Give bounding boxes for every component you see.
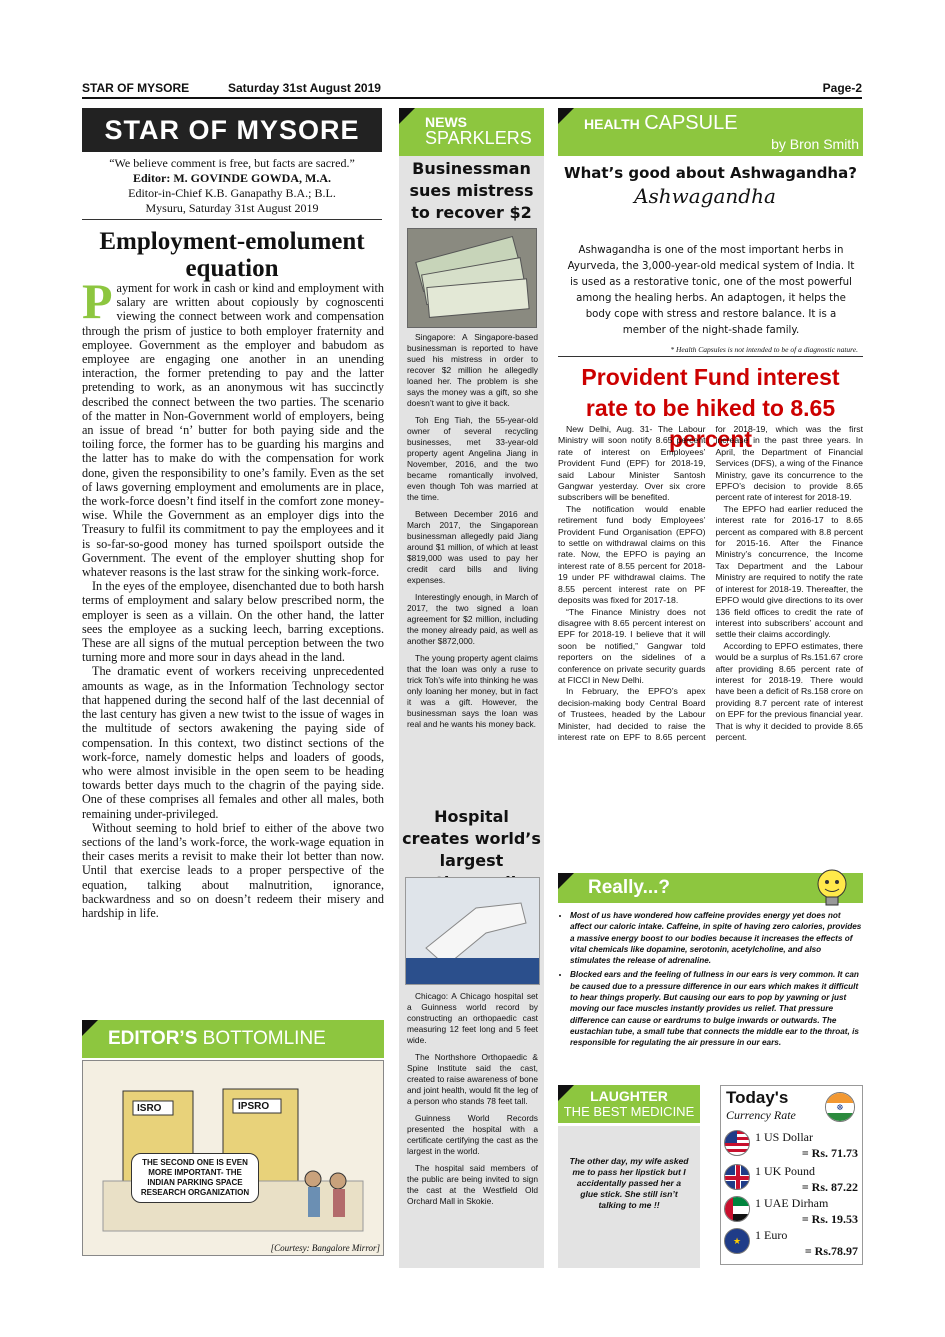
masthead-title: STAR OF MYSORE	[82, 108, 382, 152]
editorial-body	[82, 273, 384, 920]
cartoon-speech: THE SECOND ONE IS EVEN MORE IMPORTANT- THE INDIAN PARKING SPACE RESEARCH ORGANIZATION	[131, 1153, 259, 1203]
cartoon-drawing	[83, 1061, 383, 1241]
corner-mark	[558, 108, 574, 124]
news-s2-p1: Chicago: A Chicago hospital set a Guinness world record by constructing an orthopaedic cast measuring 12 feet long and 5 feet wide.	[407, 991, 538, 1045]
pf-p2: The notification would enable retirement fund body Employees’ Provident Fund Organisation (EPFO) to settle on withdrawal claims on this rate. Now, the EPFO is paying an interest rate of 8.55 percent for 2018-19 under PF withdrawal claims. The 8.55 percent interest rate on PF deposits was fixed for 2017-18.	[558, 503, 706, 606]
bottomline-bar-b: BOTTOMLINE	[202, 1028, 326, 1049]
rate-row-usd	[721, 1128, 862, 1160]
pf-p5: The EPFO had earlier reduced the interest rate for 2016-17 to 8.65 percent as compared with 8.8 percent for 2015-16. After the Finance Ministry’s concurrence, the Income Tax Department and the Labour Ministry are required to notify the rate of interest for 2018-19. Thereafter, the EPFO would give directions to its over 136 field offices to credit the rate of interest into subscribers’ account and settle their claims accordingly.	[715, 503, 863, 640]
health-bar-b: CAPSULE	[644, 112, 738, 134]
editorial-p1: ayment for work in cash or kind and employment with salary are written about copiously by cognoscenti viewing the connect between work and compensation through the prism of justice to both employer fraternity and employee. Government as the employer and babudom as employee are engaging one another in an unending interaction, the former pretending to pay and the latter pretending to work, as an anonymous wit has succinctly described the connect between the two parties. The scenario of the matter in Non-Government world of employers, being an issue of bread ‘n’ butter for both paying side and the toiling force, the former has to be guarding his margins and the latter has to make do with the compensation for work done, given the responsibility to one’s family. Even as the set of laws governing employment and emoluments are in place, the work-force doesn’t find itself in the comfort zone money-wise. While the Government as an employer digs into the Treasury to fulfil its commitment to pay the employees and it is so-far-so-good money has turned spoilsport outside the Government. The event of the employer shutting shop for whatever reasons is the last straw for the sinking work-force.	[82, 281, 384, 580]
ashwagandha-script: Ashwagandha	[634, 184, 776, 208]
india-flag-icon: ☸	[825, 1092, 855, 1122]
corner-mark	[558, 1085, 574, 1101]
rate-row-gbp	[721, 1162, 862, 1194]
header-date: Saturday 31st August 2019	[228, 81, 381, 95]
news-s1-p5: The young property agent claims that the loan was only a ruse to trick Toh’s wife into thinking he was only loaning her money, but in fact it was a gift. However, the businessman says the loan was real and he wants his money back.	[407, 653, 538, 729]
news-story-2	[407, 991, 538, 1213]
page-header	[82, 78, 862, 98]
really-item-2: • Blocked ears and the feeling of fullness in our ears is very common. It can be caused due to a pressure difference in our ears which makes it difficult to hear things properly. But causing our ears to pop by yawning or just moving our face muscles instantly provides us relief. That pressure difference can cause or eardrums to bulge inwards or outwards. The eustachian tube, a small tube that connects the middle ear to the throat, is responsible for regulating the air pressure in our ears.	[570, 969, 863, 1048]
rate-row-aed	[721, 1194, 862, 1226]
really-title: Really...?	[588, 877, 671, 898]
corner-mark	[399, 108, 415, 124]
rate-value: = Rs. 71.73	[801, 1146, 858, 1160]
masthead-info	[82, 156, 382, 216]
corner-mark	[558, 873, 574, 889]
pf-p6: According to EPFO estimates, there would be a surplus of Rs.151.67 crore after providing 8.65 percent rate of interest for 2018-19. There would have been a deficit of Rs.158 crore on providing 8.7 percent rate of interest on EPF for the previous financial year. That is why it decided to provide 8.65 percent.	[715, 640, 863, 742]
rate-name: 1 US Dollar	[755, 1130, 813, 1144]
building-label-1: ISRO	[137, 1103, 162, 1114]
health-body: Ashwagandha is one of the most important herbs in Ayurveda, the 3,000-year-old medical system of India. It is used as a restorative tonic, one of the most powerful among the healing herbs. An adaptogen, it helps the body cope with stress and restore balance. It is a member of the night-shade family.	[567, 245, 855, 336]
editorial-title: Employment-emolument equation	[99, 228, 365, 282]
rate-name: 1 Euro	[755, 1228, 788, 1242]
building-label-2: IPSRO	[238, 1101, 270, 1112]
money-photo	[407, 228, 537, 328]
pf-p4: In February, the EPFO’s apex decision-making body Central Board of Trustees, headed by the Labour Minister, had decided to raise the interest rate on EPF to 8.65 percent for 2018-19, which was the first increase in the past three years. In April, the Department of Financial Services (DFS), a wing of the Finance Ministry, gave its concurrence to the EPFO’s decision to provide 8.65 percent rate of interest for 2018-19.	[558, 424, 863, 742]
masthead-rule	[82, 219, 382, 220]
dateline: Mysuru, Saturday 31st August 2019	[145, 201, 319, 215]
cast-photo	[405, 877, 540, 985]
header-page: Page-2	[822, 81, 862, 95]
cartoon-courtesy: [Courtesy: Bangalore Mirror]	[270, 1243, 380, 1253]
health-rule	[558, 356, 863, 357]
uk-flag-icon	[724, 1164, 750, 1190]
rate-value: = Rs. 19.53	[801, 1212, 858, 1226]
news-s2-p4: The hospital said members of the public are being invited to sign the cast at the Westfield Old Orchard Mall in Skokie.	[407, 1163, 538, 1206]
really-list	[558, 910, 863, 1052]
editorial-p4: Without seeming to hold brief to either of the above two sections of the land’s work-force, the work-wage equation in their cases merits a revisit to make their lot better than now. Until that exercise leads to a proper perspective of the equation, talking about malnutrition, ignorance, backwardness and so on doesn’t redeem their misery and hardship in life.	[82, 820, 384, 920]
currency-title: Today's	[726, 1088, 789, 1107]
news-s1-p4: Interestingly enough, in March of 2017, the two signed a loan agreement for $2 million, including the money already paid, as well as another $872,000.	[407, 592, 538, 646]
currency-box	[720, 1085, 863, 1265]
editorial-p3: The dramatic event of workers receiving unprecedented amounts as wage, as in the Information Technology sector that happened during the second half of the last decennial of the last century has given a new twist to the issue of wages in the multitude of sectors awakening the paying side of compensation. In this context, two distinct sections of the work-force, namely domestic helps and loaders of goods, who were almost invisible in the open seem to be heading towards better days much to the chagrin of the paying side. One of these comprises all females and other all males, both remaining under-privileged.	[82, 664, 384, 821]
news-story-1	[407, 332, 538, 736]
rate-row-eur	[721, 1226, 862, 1258]
editorial-p2: In the eyes of the employee, disenchanted due to both harsh terms of employment and salary below prescribed norm, the employer is seen as a villain. On the other hand, the latter sees the employee as a sucking leech, barring exceptions. These are all signs of the mutual perception between the two turning more and more sour in days ahead in the land.	[82, 579, 384, 665]
news-s1-p3: Between December 2016 and March 2017, the Singaporean businessman allegedly paid Jiang around $1 million, of which at least $819,000 was used to pay her credit card bills and living expenses.	[407, 509, 538, 585]
laughter-joke: The other day, my wife asked me to pass her lipstick but I accidentally passed her a glue stick. She still isn’t talking to me !!	[558, 1126, 700, 1268]
health-bar	[558, 108, 863, 156]
health-title: What’s good about Ashwagandha?	[564, 164, 857, 182]
bottomline-bar-a: EDITOR’S	[108, 1028, 203, 1049]
news-s1-p1: Singapore: A Singapore-based businessman is reported to have sued his mistress in order to recover $2 million he allegedly loaned her. The problem is she says the money was a gift, so she doesn’t want to give it back.	[407, 332, 538, 408]
eu-flag-icon: ★	[724, 1228, 750, 1254]
editor-line: Editor: M. GOVINDE GOWDA, M.A.	[133, 171, 331, 185]
lightbulb-icon	[812, 866, 852, 910]
news-headline-2: Hospital creates world’s largest	[402, 807, 541, 870]
corner-mark	[82, 1020, 98, 1036]
chief-line: Editor-in-Chief K.B. Ganapathy B.A.; B.L.	[128, 186, 336, 200]
rate-name: 1 UK Pound	[755, 1164, 816, 1178]
health-note: * Health Capsules is not intended to be of a diagnostic nature.	[670, 345, 858, 354]
motto: “We believe comment is free, but facts are sacred.”	[109, 156, 355, 170]
news-s1-p2: Toh Eng Tiah, the 55-year-old owner of several recycling businesses, met 33-year-old property agent Angelina Jiang in November, 2016, and the two became romantically involved, even though Toh was married at the time.	[407, 415, 538, 502]
pf-headline: Provident Fund interest rate to be hiked to 8.65 percent	[581, 364, 840, 452]
header-rule	[82, 97, 862, 99]
really-item-1: • Most of us have wondered how caffeine provides energy yet does not affect our caloric intake. Caffeine, in spite of having zero calories, provides a massive energy boost to our bodies because it increases the effects of vital chemicals like dopamine, serotonin, acetylcholine, and also stimulates the release of adrenaline.	[570, 910, 863, 966]
cartoon	[82, 1060, 384, 1256]
drop-cap: P	[82, 273, 113, 329]
pf-story	[558, 424, 863, 743]
laughter-bar	[558, 1085, 700, 1123]
laughter-bar-a: LAUGHTER	[590, 1088, 668, 1104]
news-bar-b: SPARKLERS	[425, 128, 532, 148]
news-s2-p2: The Northshore Orthopaedic & Spine Institute said the cast, created to raise awareness of bone and joint health, would fit the leg of a person who stands 78 feet tall.	[407, 1052, 538, 1106]
currency-subtitle: Currency Rate	[726, 1108, 796, 1122]
lightbulb-drawing	[812, 866, 852, 910]
money-image	[408, 229, 536, 327]
header-paper: STAR OF MYSORE	[82, 81, 190, 95]
rate-value: = Rs. 87.22	[801, 1180, 858, 1194]
laughter-bar-b: THE BEST MEDICINE	[563, 1104, 695, 1119]
news-bar	[399, 108, 544, 156]
us-flag-icon	[724, 1130, 750, 1156]
news-headline-1: Businessman sues mistress to recover $2	[409, 159, 534, 222]
bottomline-bar	[82, 1020, 384, 1058]
rate-name: 1 UAE Dirham	[755, 1196, 829, 1210]
rate-value: = Rs.78.97	[804, 1244, 858, 1258]
uae-flag-icon	[724, 1196, 750, 1222]
news-bar-a: NEWS	[425, 114, 467, 130]
news-s2-p3: Guinness World Records presented the hospital with a certificate certifying the cast as the largest in the world.	[407, 1113, 538, 1156]
health-byline: by Bron Smith	[771, 136, 859, 152]
cast-image	[406, 878, 539, 984]
pf-p1: New Delhi, Aug. 31- The Labour Ministry will soon notify 8.65 percent rate of interest on Employees’ Provident Fund (EPF) for 2018-19, said Labour Minister Santosh Gangwar yesterday. Over six crore subscribers will be benefited.	[558, 424, 706, 503]
health-bar-a: HEALTH	[584, 116, 640, 132]
pf-p3: “The Finance Ministry does not disagree with 8.65 percent interest on EPF for 2018-19. I believe that it will soon be notified,” Gangwar told reporters on the sidelines of a conference on private security guards at FICCI in New Delhi.	[558, 606, 706, 685]
